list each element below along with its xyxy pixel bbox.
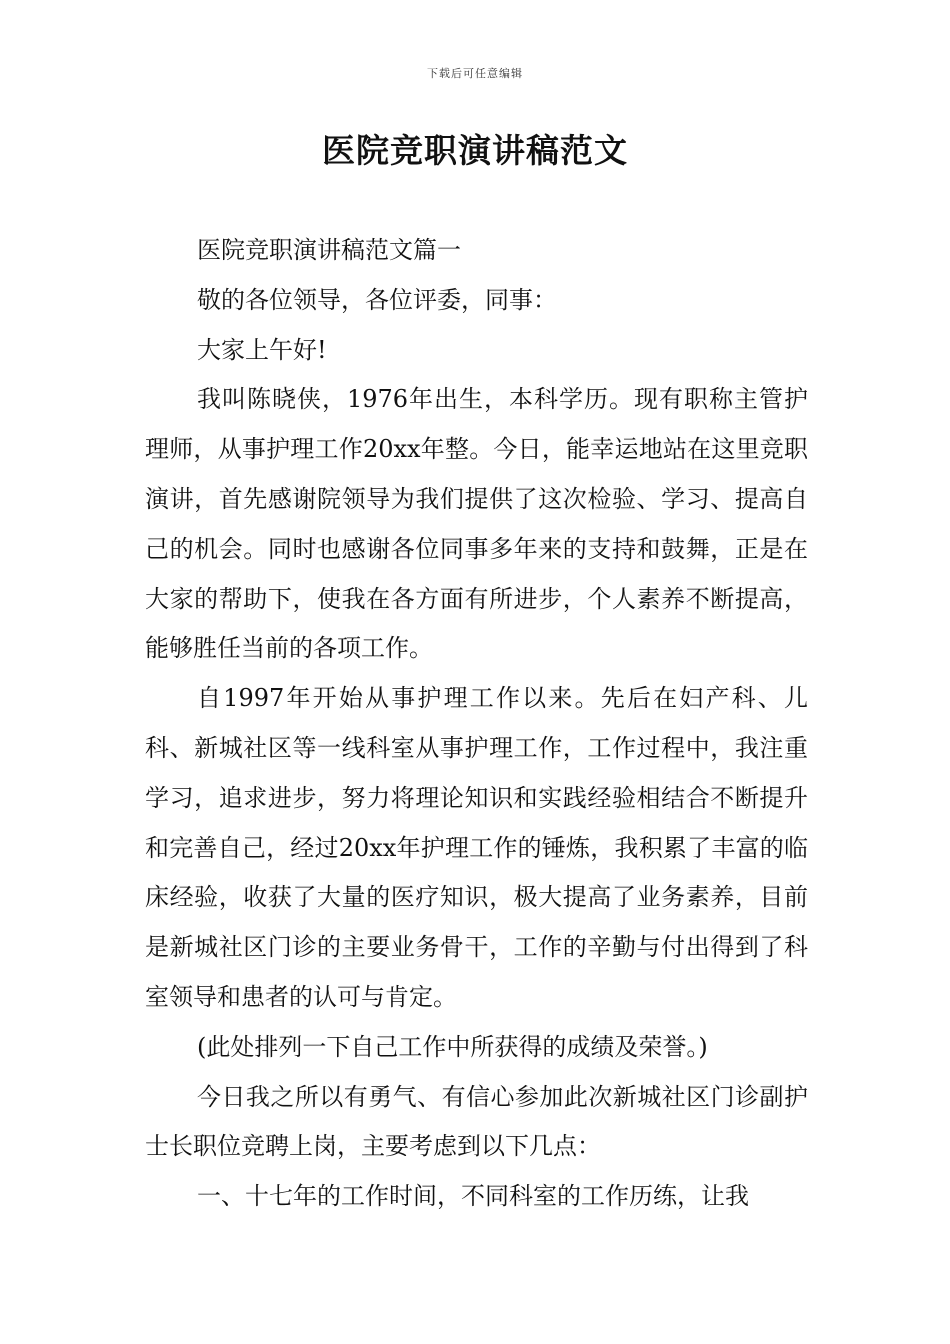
paragraph-reason-one: 一、十七年的工作时间，不同科室的工作历练，让我 <box>197 1182 749 1211</box>
greeting: 大家上午好! <box>197 335 327 364</box>
section-heading: 医院竞职演讲稿范文篇一 <box>197 236 461 264</box>
paragraph-reasons-intro: 今日我之所以有勇气、有信心参加此次新城社区门诊副护士长职位竞聘上岗，主要考虑到以下几点： <box>145 1082 808 1161</box>
document-body <box>145 226 808 1222</box>
paragraph-introduction: 我叫陈晓侠，1976年出生，本科学历。现有职称主管护理师，从事护理工作20xx年整。今日，能幸运地站在这里竞职演讲，首先感谢院领导为我们提供了这次检验、学习、提高自己的机会。同时也感谢各位同事多年来的支持和鼓舞，正是在大家的帮助下，使我在各方面有所进步，个人素养不断提高，能够胜任当前的各项工作。 <box>145 385 808 663</box>
document-title: 医院竞职演讲稿范文 <box>322 131 628 170</box>
paragraph-work-history: 自1997年开始从事护理工作以来。先后在妇产科、儿科、新城社区等一线科室从事护理工作，工作过程中，我注重学习，追求进步，努力将理论知识和实践经验相结合不断提升和完善自己，经过20xx年护理工作的锤炼，我积累了丰富的临床经验，收获了大量的医疗知识，极大提高了业务素养，目前是新城社区门诊的主要业务骨干，工作的辛勤与付出得到了科室领导和患者的认可与肯定。 <box>145 684 808 1011</box>
salutation: 敬的各位领导，各位评委，同事： <box>197 285 557 314</box>
paragraph-achievements-note: (此处排列一下自己工作中所获得的成绩及荣誉。) <box>197 1032 708 1061</box>
header-note: 下载后可任意编辑 <box>427 67 523 80</box>
